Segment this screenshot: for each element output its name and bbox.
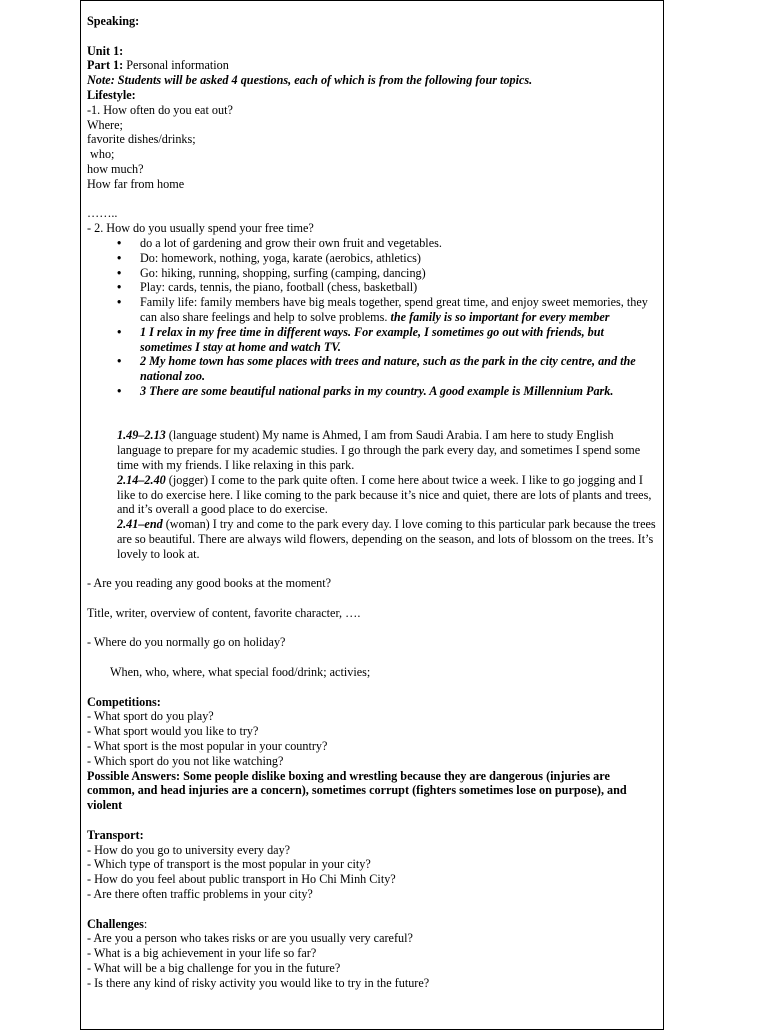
clip-text: (jogger) I come to the park quite often. I come here about twice a week. I like to go jogging and I like to do exercise here. I like coming to the park because it’s nice and quiet, there are lots of plants and trees, and it’s overall a good place to do exercise. — [117, 472, 652, 517]
transport-question: - How do you go to university every day? — [87, 842, 291, 857]
list-item: • 1 I relax in my free time in different ways. For example, I sometimes go out with friends, but sometimes I stay at home and watch TV. — [140, 325, 657, 355]
holiday-question: - Where do you normally go on holiday? — [87, 635, 286, 650]
list-item: • 2 My home town has some places with trees and nature, such as the park in the city centre, and the national zoo. — [140, 354, 657, 384]
note-line: Note: Students will be asked 4 questions, each of which is from the following four topics. — [87, 73, 533, 88]
free-time-list — [87, 236, 657, 399]
books-question: - Are you reading any good books at the moment? — [87, 576, 332, 591]
family-text: Family life: family members have big meals together, spend great time, and enjoy sweet memories, they can also share feelings and help to solve problems. — [140, 295, 648, 324]
clip-time: 2.14–2.40 — [117, 472, 166, 487]
challenges-question: - What will be a big challenge for you in the future? — [87, 961, 341, 975]
list-item: • Go: hiking, running, shopping, surfing (camping, dancing) — [140, 266, 657, 281]
audio-clips — [87, 428, 657, 561]
clip-time: 2.41–end — [117, 517, 163, 532]
transport-question: - How do you feel about public transport in Ho Chi Minh City? — [87, 872, 396, 887]
q1-line: Where; — [87, 117, 123, 132]
competitions-question: - What sport is the most popular in your country? — [87, 739, 328, 754]
lifestyle-heading: Lifestyle: — [87, 87, 136, 102]
document-page — [80, 0, 664, 1030]
part-line — [87, 58, 657, 73]
list-item: • Play: cards, tennis, the piano, football (chess, basketball) — [140, 280, 657, 295]
lifestyle-q2: - 2. How do you usually spend your free time? — [87, 221, 314, 236]
clip-time: 1.49–2.13 — [117, 428, 166, 443]
books-hint: Title, writer, overview of content, favorite character, …. — [87, 605, 361, 620]
transport-question: - Which type of transport is the most popular in your city? — [87, 857, 371, 872]
challenges-colon: : — [143, 916, 148, 931]
possible-answers: Possible Answers: Some people dislike boxing and wrestling because they are dangerous (injuries are common, and head injuries are a concern), sometimes corrupt (fighters sometimes lose on purpose), and violent — [87, 768, 627, 813]
lifestyle-q1 — [87, 103, 657, 192]
list-item: • do a lot of gardening and grow their own fruit and vegetables. — [140, 236, 657, 251]
competitions-heading: Competitions: — [87, 694, 161, 709]
holiday-hint: When, who, where, what special food/drink; activies; — [110, 665, 371, 680]
q1-line: -1. How often do you eat out? — [87, 102, 233, 117]
q1-line: favorite dishes/drinks; — [87, 132, 196, 147]
competitions-question: - What sport do you play? — [87, 709, 214, 724]
unit-heading: Unit 1: — [87, 43, 124, 58]
clip-text: (language student) My name is Ahmed, I am from Saudi Arabia. I am here to study English language to prepare for my academic studies. I go through the park every day, and sometimes I spend some time with my friends. I like relaxing in this park. — [117, 428, 641, 472]
challenges-question: - Is there any kind of risky activity you would like to try in the future? — [87, 975, 430, 990]
competitions-question: - What sport would you like to try? — [87, 724, 259, 739]
challenges-question: - Are you a person who takes risks or are you usually very careful? — [87, 931, 413, 946]
q1-line: How far from home — [87, 176, 185, 191]
family-emphasis: the family is so important for every member — [390, 309, 610, 324]
clip-paragraph — [117, 428, 657, 472]
challenges-question: - What is a big achievement in your life so far? — [87, 946, 317, 961]
clip-paragraph — [117, 473, 657, 517]
list-item-family — [140, 295, 657, 325]
clip-text: (woman) I try and come to the park every day. I love coming to this particular park because the trees are so beautiful. There are always wild flowers, depending on the season, and lots of blossom on the trees. It’s lovely to look at. — [117, 517, 656, 561]
ellipsis-line: …….. — [87, 206, 118, 221]
list-item: • 3 There are some beautiful national parks in my country. A good example is Millennium Park. — [140, 384, 657, 399]
part-label: Part 1: — [87, 58, 124, 73]
transport-question: - Are there often traffic problems in your city? — [87, 887, 313, 902]
q1-line: who; — [87, 147, 115, 162]
part-text: Personal information — [123, 58, 229, 73]
challenges-heading: Challenges — [87, 916, 144, 931]
transport-heading: Transport: — [87, 827, 144, 842]
list-item: • Do: homework, nothing, yoga, karate (aerobics, athletics) — [140, 251, 657, 266]
clip-paragraph — [117, 517, 657, 561]
page-title: Speaking: — [87, 14, 140, 28]
challenges-heading-line — [87, 917, 657, 932]
competitions-question: - Which sport do you not like watching? — [87, 753, 284, 768]
q1-line: how much? — [87, 161, 144, 176]
